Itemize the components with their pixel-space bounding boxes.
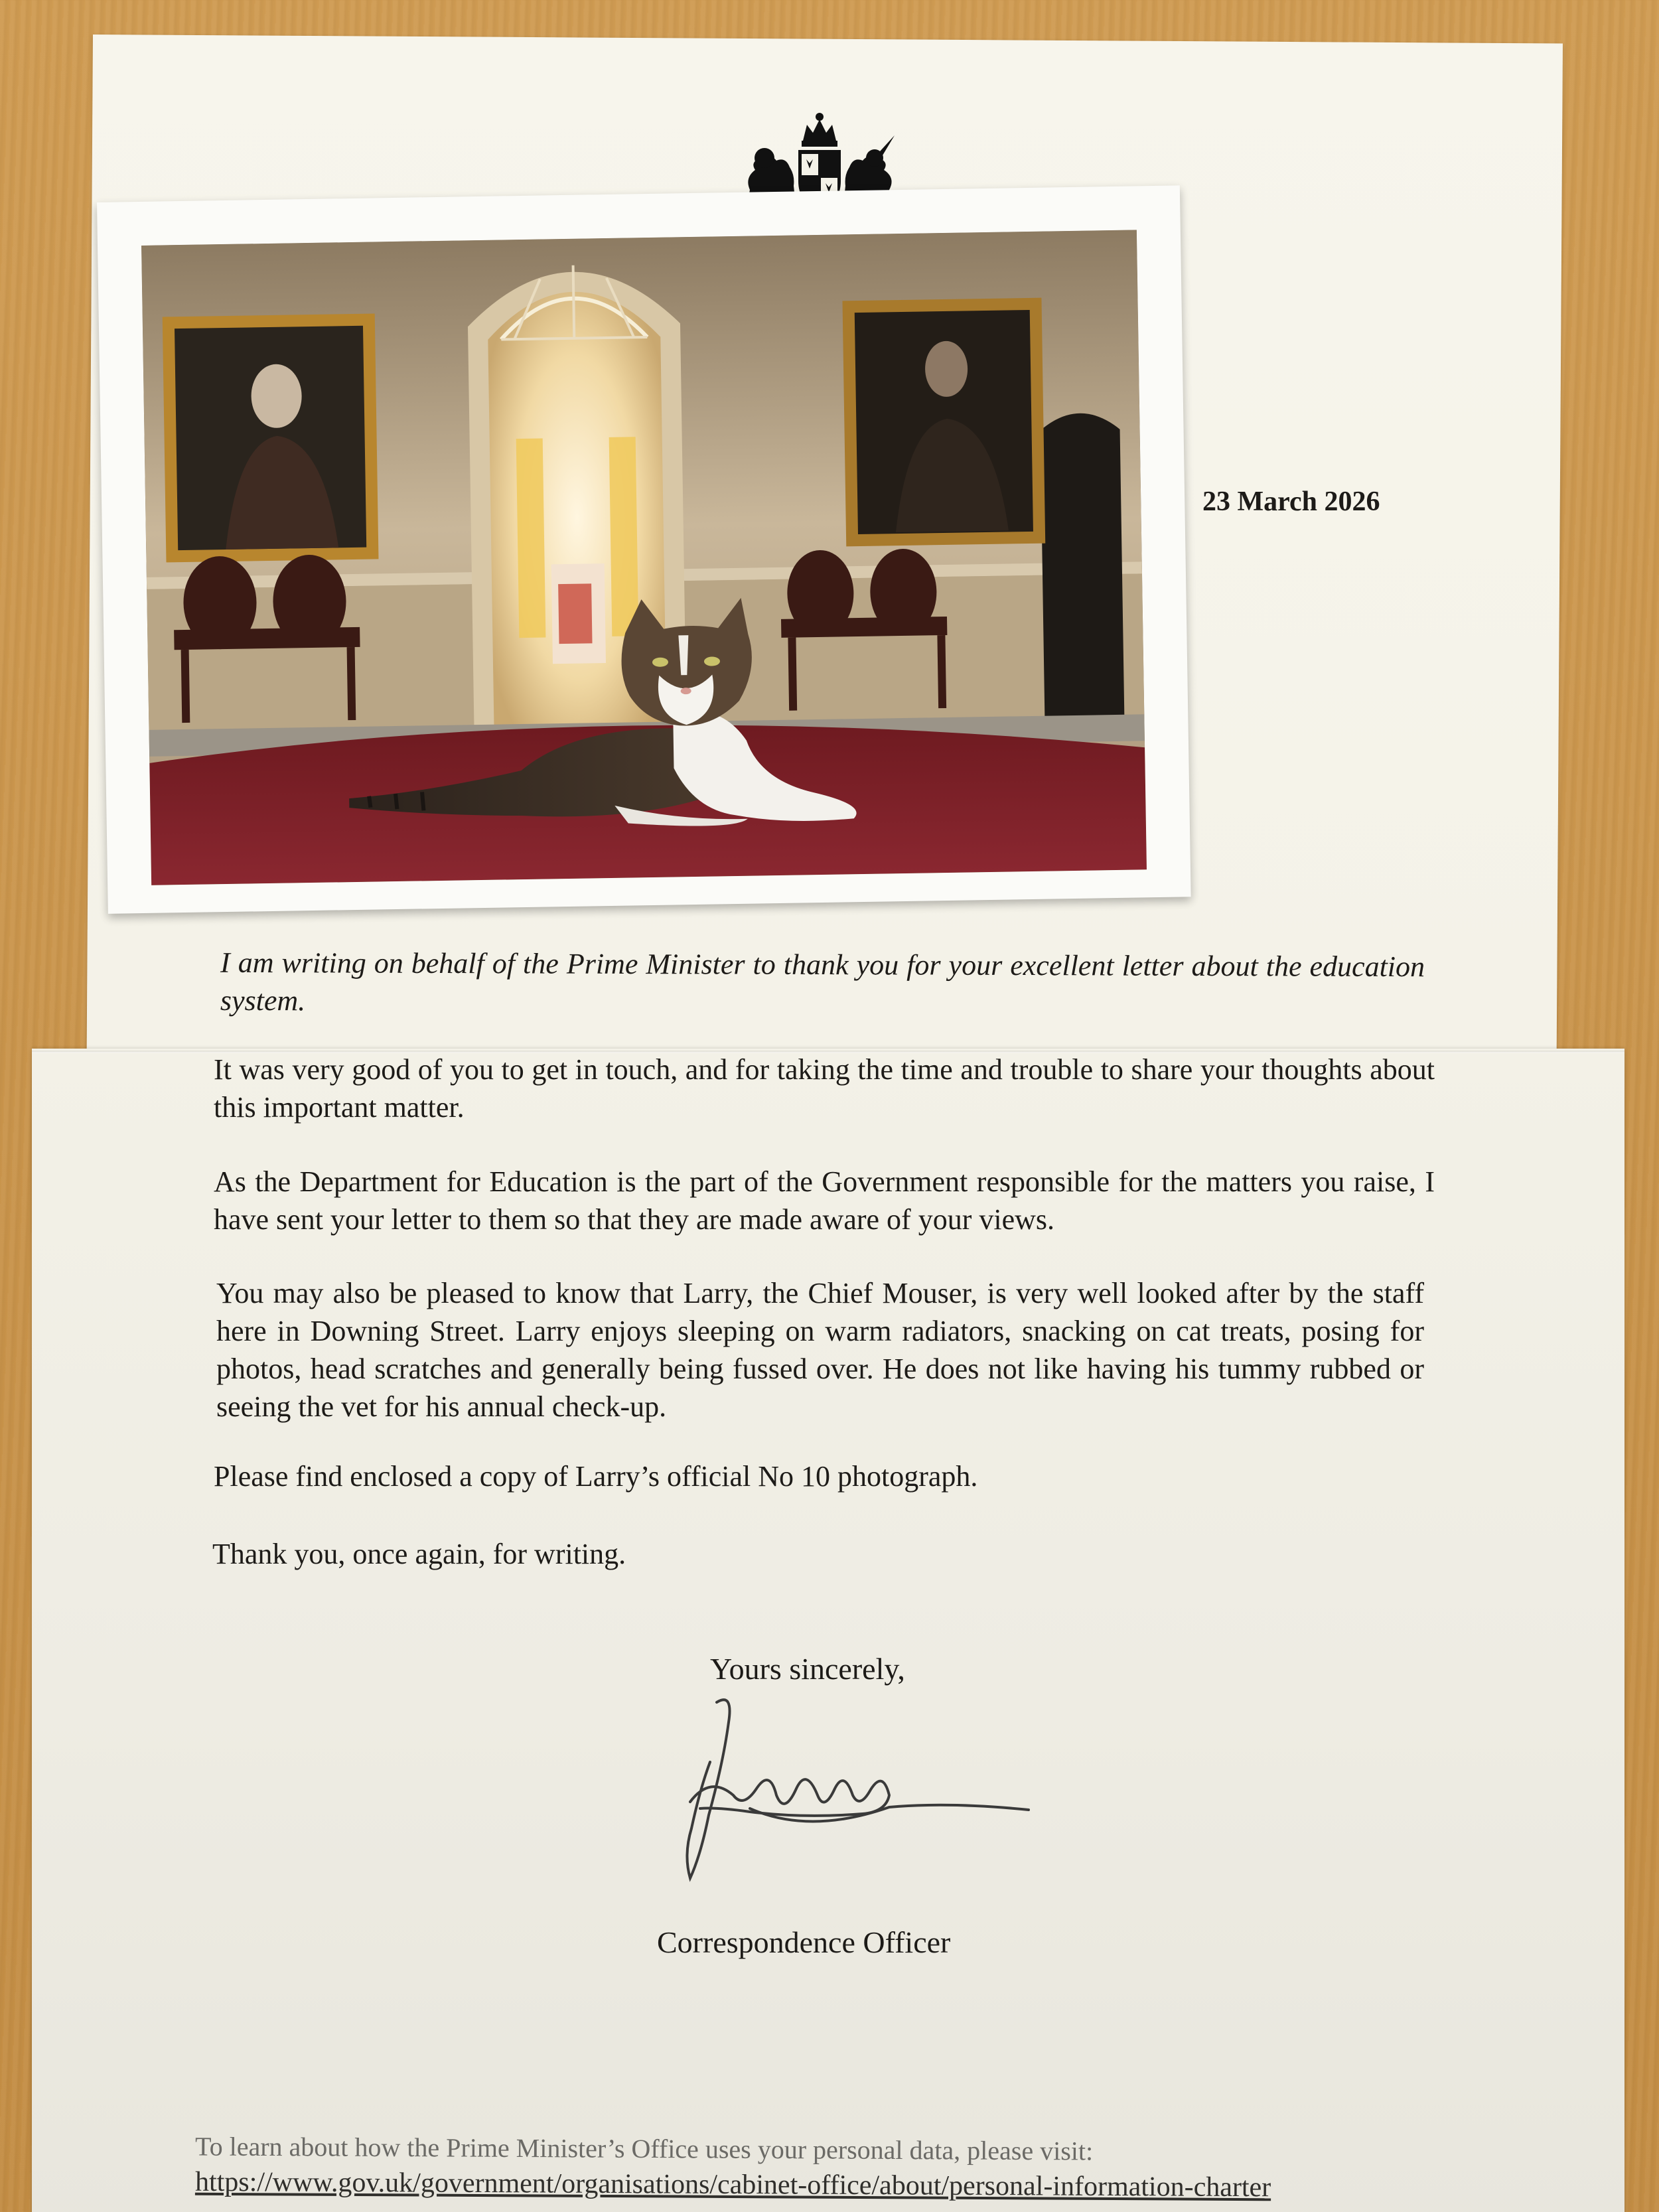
letter-intro-paragraph: I am writing on behalf of the Prime Minister to thank you for your excellent letter about the education system. [220,946,1425,1017]
privacy-charter-link: https://www.gov.uk/government/organisations/cabinet-office/about/personal-information-charter [194,2166,1271,2203]
larry-photograph [141,230,1147,885]
signer-title: Correspondence Officer [657,1925,951,1959]
letter-paragraph: It was very good of you to get in touch, and for taking the time and trouble to share your thoughts about this important matter. [214,1053,1435,1124]
larry-photograph-image [141,230,1147,885]
letter-paragraph: Please find enclosed a copy of Larry’s official No 10 photograph. [214,1460,978,1493]
letter-date: 23 March 2026 [1202,486,1380,517]
letter-paragraph: Thank you, once again, for writing. [212,1538,626,1570]
privacy-note: To learn about how the Prime Minister’s Office uses your personal data, please visit: [194,2131,1094,2166]
handwritten-signature [670,1696,1042,1888]
letter-paragraph: You may also be pleased to know that Larry, the Chief Mouser, is very well looked after by the staff here in Downing Street. Larry enjoys sleeping on warm radiators, snacking on cat treats, posing for photos, head scratches and generally being fussed over. He does not like having his tummy rubbed or seeing the vet for his annual check-up. [216,1277,1424,1423]
letter-closing: Yours sincerely, [710,1652,905,1686]
letter-paragraph: As the Department for Education is the part of the Government responsible for the matters you raise, I have sent your letter to them so that they are made aware of your views. [214,1165,1435,1236]
enclosed-photo-card [97,185,1191,914]
